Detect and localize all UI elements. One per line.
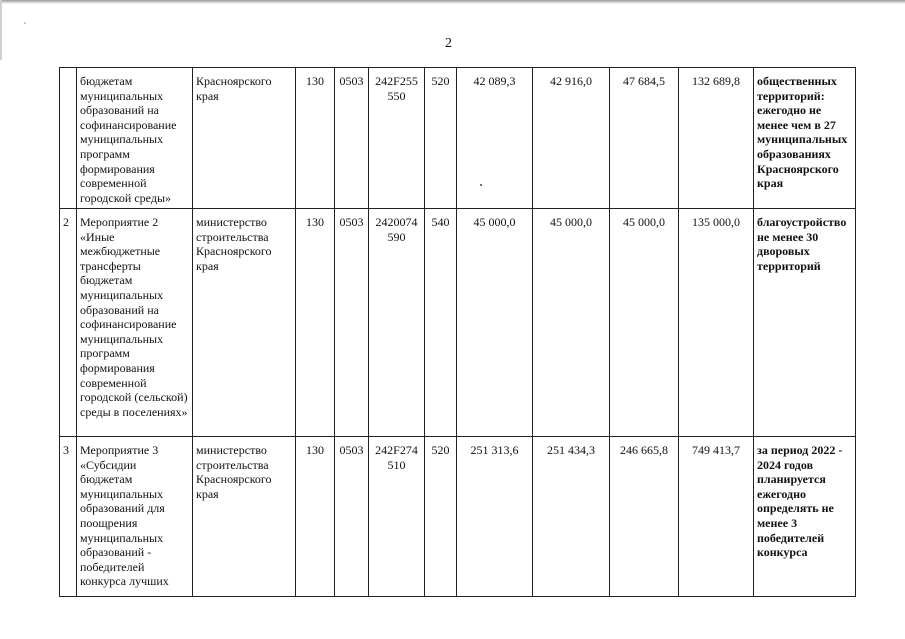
section-code-cell: 0503 — [335, 437, 369, 597]
table-row — [60, 68, 856, 209]
target-code-cell: 242F274 510 — [369, 437, 425, 597]
scan-left-edge — [0, 0, 2, 60]
amount-total-cell: 135 000,0 — [679, 209, 754, 437]
amount-2024-cell: 246 665,8 — [610, 437, 679, 597]
amount-2024-cell: 45 000,0 — [610, 209, 679, 437]
amount-total-cell: 132 689,8 — [679, 68, 754, 209]
scan-top-edge — [0, 0, 905, 4]
amount-2024-cell: 47 684,5 — [610, 68, 679, 209]
executor-cell: Красноярского края — [193, 68, 296, 209]
row-number: 2 — [60, 209, 77, 437]
page-number: 2 — [445, 36, 452, 51]
row-number: 3 — [60, 437, 77, 597]
table-row — [60, 437, 856, 597]
target-code-cell: 242F255 550 — [369, 68, 425, 209]
scan-speck — [480, 184, 482, 186]
section-code-cell: 0503 — [335, 68, 369, 209]
expected-result-cell: благоустройство не менее 30 дворовых территорий — [754, 209, 856, 437]
target-code-cell: 2420074 590 — [369, 209, 425, 437]
grbs-code-cell: 130 — [296, 437, 335, 597]
amount-2023-cell: 251 434,3 — [533, 437, 610, 597]
section-code-cell: 0503 — [335, 209, 369, 437]
grbs-code-cell: 130 — [296, 209, 335, 437]
expense-type-cell: 520 — [425, 68, 457, 209]
amount-2023-cell: 42 916,0 — [533, 68, 610, 209]
grbs-code-cell: 130 — [296, 68, 335, 209]
event-name-cell: бюджетам муниципальных образований на софинансирование муниципальных программ формирования современной городской среды» — [77, 68, 193, 209]
amount-2022-cell: 45 000,0 — [457, 209, 533, 437]
expected-result-cell: общественных территорий: ежегодно не менее чем в 27 муниципальных образованиях Красноярского края — [754, 68, 856, 209]
amount-2022-cell: 251 313,6 — [457, 437, 533, 597]
row-number — [60, 68, 77, 209]
amount-2023-cell: 45 000,0 — [533, 209, 610, 437]
expense-type-cell: 540 — [425, 209, 457, 437]
event-name-cell: Мероприятие 2 «Иные межбюджетные трансферты бюджетам муниципальных образований на софинансирование муниципальных программ формирования современной городской (сельской) среды в поселениях» — [77, 209, 193, 437]
scan-speck — [24, 22, 26, 24]
budget-table — [59, 67, 856, 597]
executor-cell: министерство строительства Красноярского края — [193, 437, 296, 597]
expected-result-cell: за период 2022 - 2024 годов планируется ежегодно определять не менее 3 победителей конкурса — [754, 437, 856, 597]
amount-2022-cell: 42 089,3 — [457, 68, 533, 209]
event-name-cell: Мероприятие 3 «Субсидии бюджетам муниципальных образований для поощрения муниципальных образований - победителей конкурса лучших — [77, 437, 193, 597]
expense-type-cell: 520 — [425, 437, 457, 597]
table-row — [60, 209, 856, 437]
amount-total-cell: 749 413,7 — [679, 437, 754, 597]
executor-cell: министерство строительства Красноярского края — [193, 209, 296, 437]
